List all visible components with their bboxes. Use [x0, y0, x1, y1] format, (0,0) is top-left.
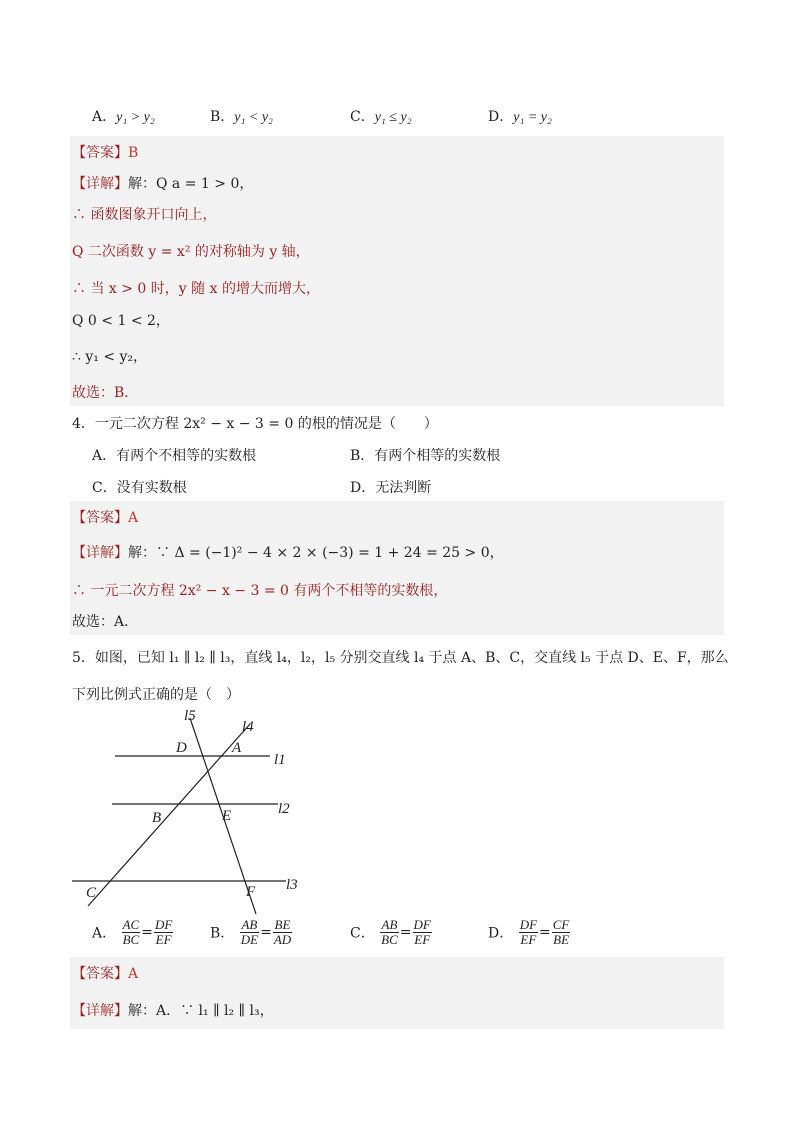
q4-answer-panel	[70, 501, 724, 635]
fraction	[380, 918, 399, 947]
option-letter: A．	[92, 448, 117, 464]
option-letter: A．	[92, 925, 117, 942]
label-point-d: D	[176, 740, 187, 756]
option-text: 无法判断	[375, 480, 432, 496]
option-text: y₁ < y₂	[234, 110, 273, 125]
label-l3: l3	[286, 877, 298, 893]
q4-detail-line-2: ∴ 一元二次方程 2x² − x − 3 = 0 有两个不相等的实数根，	[72, 583, 448, 599]
fraction	[413, 918, 432, 947]
numerator: DF	[519, 917, 538, 932]
q3-detail-line-3: Q 二次函数 y = x² 的对称轴为 y 轴，	[72, 244, 310, 260]
equals: =	[539, 924, 551, 941]
denominator: EF	[155, 932, 172, 947]
option-letter: D．	[488, 109, 514, 125]
q3-detail-line-2: ∴ 函数图象开口向上，	[72, 207, 217, 223]
label-point-b: B	[152, 810, 162, 826]
denominator: EF	[414, 932, 431, 947]
detail-text: 解：∵ Δ = (−1)² − 4 × 2 × (−3) = 1 + 24 = 25 > 0，	[128, 545, 504, 561]
option-letter: C．	[350, 925, 375, 942]
q3-detail-line-1	[72, 174, 253, 194]
parallel-lines-figure	[60, 706, 320, 916]
option-text: y₁ > y₂	[116, 110, 155, 125]
q5-stem-line-1: 5．如图，已知 l₁ ∥ l₂ ∥ l₃，直线 l₄，l₂，l₅ 分别交直线 l₄ 于点 A、B、C，交直线 l₅ 于点 D、E、F，那么	[72, 650, 729, 666]
fraction	[240, 918, 259, 947]
q5-option-b	[210, 918, 293, 947]
denominator: BC	[122, 932, 140, 947]
option-letter: B．	[210, 109, 235, 125]
denominator: AD	[273, 932, 292, 947]
q4-detail-line-1	[72, 543, 504, 563]
numerator: DF	[154, 917, 173, 932]
label-point-e: E	[222, 808, 232, 824]
answer-tag: 【答案】	[72, 966, 128, 982]
q3-option-d	[488, 106, 552, 126]
q4-option-b	[350, 445, 500, 465]
q4-detail-line-3: 故选：A．	[72, 614, 139, 630]
answer-tag: 【答案】	[72, 145, 128, 161]
label-point-f: F	[246, 884, 256, 900]
option-letter: A．	[92, 109, 117, 125]
q4-option-d	[350, 477, 431, 497]
answer-value: A	[128, 966, 139, 982]
q3-detail-line-6: ∴ y₁ < y₂，	[72, 349, 148, 365]
fraction	[154, 918, 173, 947]
label-l1: l1	[274, 752, 286, 768]
numerator: AB	[381, 917, 398, 932]
denominator: DE	[240, 932, 259, 947]
fraction	[552, 918, 571, 947]
q3-detail-line-4: ∴ 当 x > 0 时，y 随 x 的增大而增大，	[72, 281, 320, 297]
option-letter: C．	[350, 109, 375, 125]
q3-option-a	[92, 106, 155, 126]
option-letter: D．	[488, 925, 514, 942]
detail-tag: 【详解】	[72, 545, 128, 561]
q3-option-b	[210, 106, 273, 126]
answer-value: B	[128, 145, 139, 161]
fraction	[519, 918, 538, 947]
q5-detail	[72, 1001, 274, 1021]
denominator: EF	[520, 932, 537, 947]
q4-stem: 4．一元二次方程 2x² − x − 3 = 0 的根的情况是（ ）	[72, 416, 438, 432]
option-text: y₁ = y₂	[513, 110, 552, 125]
detail-text: 解：Q a = 1 > 0，	[128, 176, 254, 192]
q5-option-c	[350, 918, 433, 947]
fraction	[273, 918, 292, 947]
equals: =	[260, 924, 272, 941]
answer-value: A	[128, 510, 139, 526]
option-letter: D．	[350, 480, 376, 496]
denominator: BE	[553, 932, 570, 947]
numerator: DF	[413, 917, 431, 932]
label-point-a: A	[232, 740, 242, 756]
option-letter: B．	[350, 448, 375, 464]
numerator: AC	[122, 917, 140, 932]
label-l5: l5	[184, 708, 196, 724]
q3-detail-line-7: 故选：B．	[72, 385, 139, 401]
option-letter: C．	[92, 480, 117, 496]
q5-stem-line-2: 下列比例式正确的是（ ）	[72, 687, 240, 703]
equals: =	[141, 924, 153, 941]
label-l2: l2	[278, 801, 290, 817]
q3-option-c	[350, 106, 412, 126]
label-l4: l4	[242, 719, 254, 735]
option-letter: B．	[210, 925, 235, 942]
detail-tag: 【详解】	[72, 176, 128, 192]
numerator: AB	[241, 917, 258, 932]
detail-text: 解：A．∵ l₁ ∥ l₂ ∥ l₃，	[128, 1003, 274, 1019]
q5-option-d	[488, 918, 571, 947]
q5-option-a	[92, 918, 174, 947]
option-text: 有两个相等的实数根	[374, 448, 501, 464]
numerator: CF	[552, 917, 570, 932]
q4-option-c	[92, 477, 187, 497]
denominator: BC	[381, 932, 398, 947]
fraction	[122, 918, 141, 947]
numerator: BE	[274, 917, 291, 932]
option-text: 有两个不相等的实数根	[116, 448, 257, 464]
equals: =	[399, 924, 412, 941]
q5-answer	[72, 964, 138, 984]
answer-tag: 【答案】	[72, 510, 128, 526]
detail-tag: 【详解】	[72, 1003, 128, 1019]
q4-option-a	[92, 445, 256, 465]
option-text: 没有实数根	[116, 480, 187, 496]
label-point-c: C	[86, 885, 97, 901]
option-text: y₁ ≤ y₂	[374, 110, 412, 125]
q4-answer	[72, 508, 138, 528]
q3-detail-line-5: Q 0 < 1 < 2，	[72, 313, 170, 329]
q3-answer	[72, 143, 138, 163]
